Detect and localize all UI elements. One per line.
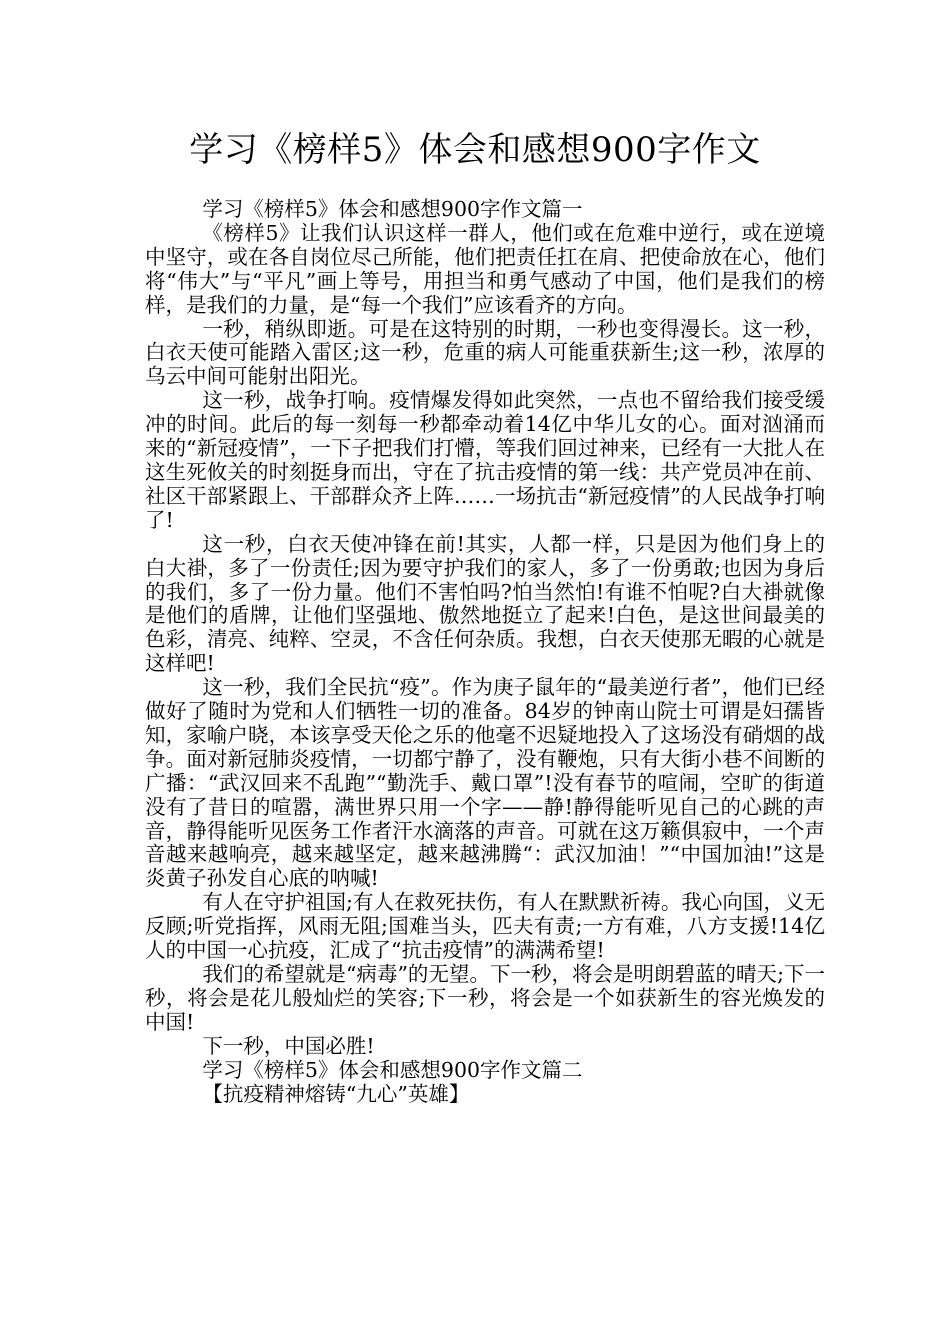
paragraph: 我们的希望就是“病毒”的无望。下一秒，将会是明朗碧蓝的晴天;下一秒，将会是花儿般灿烂的笑容;下一秒，将会是一个如获新生的容光焕发的中国!: [145, 962, 825, 1034]
paragraph: 一秒，稍纵即逝。可是在这特别的时期，一秒也变得漫长。这一秒，白衣天使可能踏入雷区;这一秒，危重的病人可能重获新生;这一秒，浓厚的乌云中间可能射出阳光。: [145, 316, 825, 389]
paragraph: 下一秒，中国必胜!: [202, 1033, 375, 1058]
paragraph: 这一秒，白衣天使冲锋在前!其实，人都一样，只是因为他们身上的白大褂，多了一份责任;因为要守护我们的家人，多了一份勇敢;也因为身后的我们，多了一份力量。他们不害怕吗?怕当然怕!有谁不怕呢?白大褂就像是他们的盾牌，让他们坚强地、傲然地挺立了起来!白色，是这世间最美的色彩，清亮、纯粹、空灵，不含任何杂质。我想，白衣天使那无暇的心就是这样吧!: [145, 531, 825, 676]
paragraph: 有人在守护祖国;有人在救死扶伤，有人在默默祈祷。我心向国，义无反顾;听党指挥，风雨无阻;国难当头，匹夫有责;一方有难，八方支援!14亿人的中国一心抗疫，汇成了“抗击疫情”的满满希望!: [145, 890, 825, 963]
paragraph: 《榜样5》让我们认识这样一群人，他们或在危难中逆行，或在逆境中坚守，或在各自岗位尽己所能，他们把责任扛在肩、把使命放在心，他们将“伟大”与“平凡”画上等号，用担当和勇气感动了中国，他们是我们的榜样，是我们的力量，是“每一个我们”应该看齐的方向。: [145, 220, 825, 317]
section-2-subheading: 【抗疫精神熔铸“九心”英雄】: [202, 1081, 470, 1106]
paragraph: 这一秒，战争打响。疫情爆发得如此突然，一点也不留给我们接受缓冲的时间。此后的每一刻每一秒都牵动着14亿中华儿女的心。面对汹涌而来的“新冠疫情”，一下子把我们打懵，等我们回过神来，已经有一大批人在这生死攸关的时刻挺身而出，守在了抗击疫情的第一线：共产党员冲在前、社区干部紧跟上、干部群众齐上阵……一场抗击“新冠疫情”的人民战争打响了!: [145, 388, 825, 532]
section-1-heading: 学习《榜样5》体会和感想900字作文篇一: [202, 197, 583, 221]
page-title: 学习《榜样5》体会和感想900字作文: [189, 130, 761, 170]
paragraph: 这一秒，我们全民抗“疫”。作为庚子鼠年的“最美逆行者”，他们已经做好了随时为党和人们牺牲一切的准备。84岁的钟南山院士可谓是妇孺皆知，家喻户晓，本该享受天伦之乐的他毫不迟疑地投入了这场没有硝烟的战争。面对新冠肺炎疫情，一切都宁静了，没有鞭炮，只有大街小巷不间断的广播：“武汉回来不乱跑”“勤洗手、戴口罩”!没有春节的喧闹，空旷的街道没有了昔日的喧嚣，满世界只用一个字——静!静得能听见自己的心跳的声音，静得能听见医务工作者汗水滴落的声音。可就在这万籁俱寂中，一个声音越来越响亮，越来越坚定，越来越沸腾“：武汉加油！”“中国加油!”这是炎黄子孙发自心底的呐喊!: [145, 675, 825, 891]
document-body: [145, 198, 825, 1106]
section-2-heading: 学习《榜样5》体会和感想900字作文篇二: [202, 1057, 583, 1082]
